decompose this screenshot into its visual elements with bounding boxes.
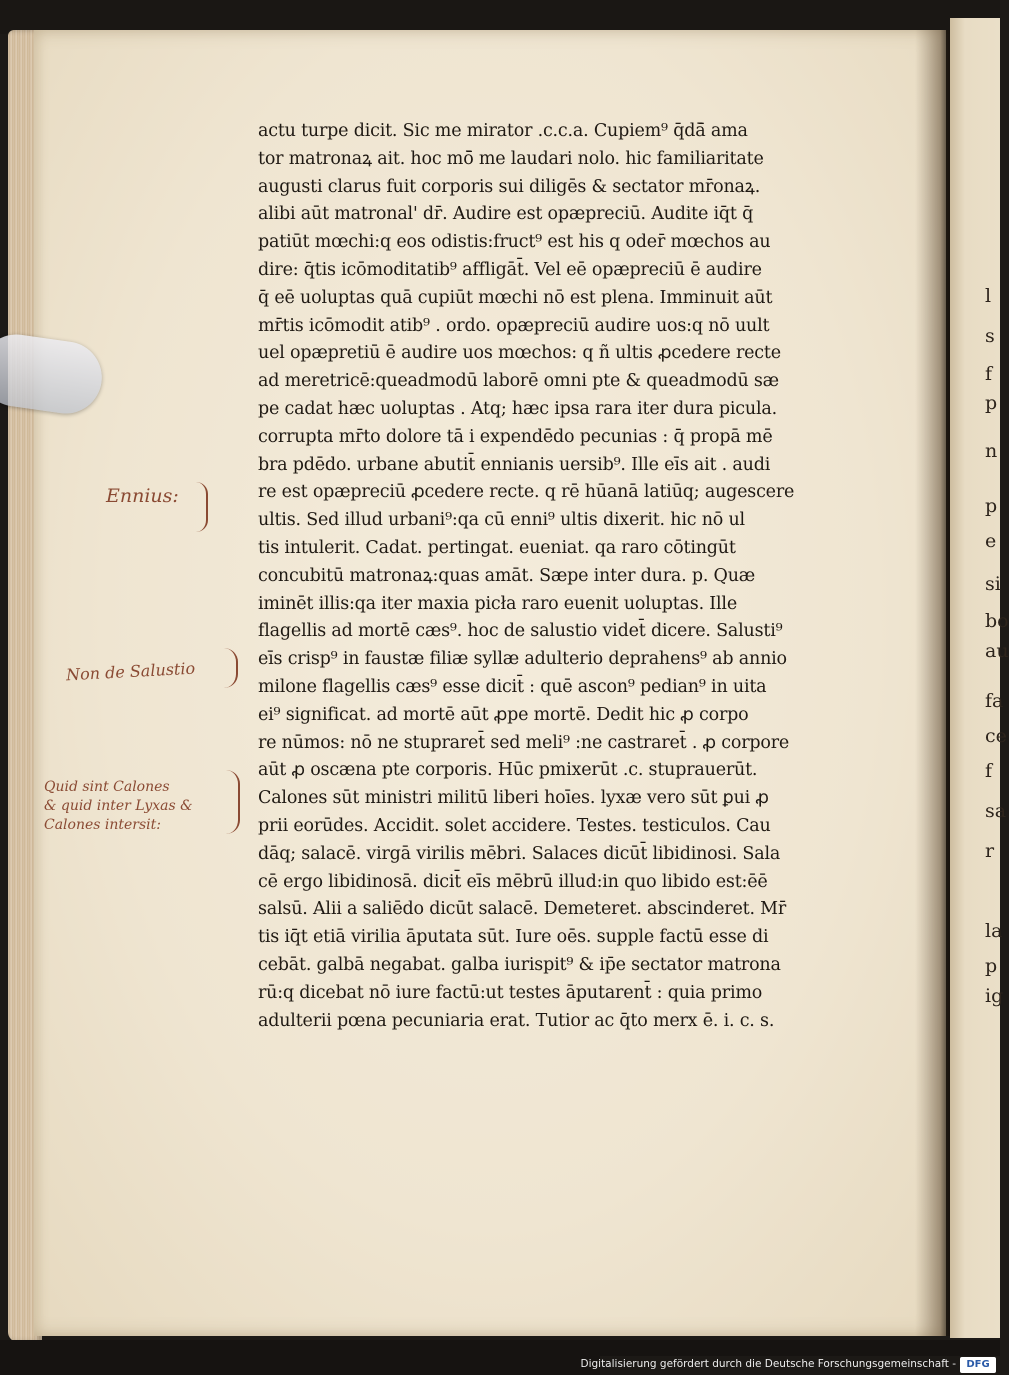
text-line: rū:q dicebat nō iure factū:ut testes āputarent̄ : quia primo xyxy=(258,982,763,1003)
text-line: uel opæpretiū ē audire uos mœchos: q ñ ultis ꝓcedere recte xyxy=(258,343,781,364)
binding-gutter xyxy=(915,30,951,1336)
facing-page-letter: p xyxy=(985,955,998,977)
text-line: cebāt. galbā negabat. galba iurispit⁹ & ip̄e sectator matrona xyxy=(258,954,781,975)
text-line: dire: q̄tis icōmoditatib⁹ affligāt̄. Vel eē opæpreciū ē audire xyxy=(258,259,762,280)
facing-page-letter: bo xyxy=(985,610,1009,632)
text-line: alibi aūt matronal' dr̄. Audire est opæpreciū. Audite iq̄t q̄ xyxy=(258,204,754,225)
footer-credit-bar xyxy=(580,1356,1000,1375)
text-line: dāq; salacē. virgā virilis mēbri. Salaces dicūt̄ libidinosi. Sala xyxy=(258,843,781,864)
text-line: salsū. Alii a saliēdo dicūt salacē. Demeteret. abscinderet. Mr̄ xyxy=(258,899,787,920)
text-line: adulterii pœna pecuniaria erat. Tutior ac q̄to merx ē. i. c. s. xyxy=(258,1010,775,1031)
text-line: flagellis ad mortē cæs⁹. hoc de salustio videt̄ dicere. Salusti⁹ xyxy=(258,621,783,642)
text-line: pe cadat hæc uoluptas . Atq; hæc ipsa rara iter dura picula. xyxy=(258,398,777,419)
facing-page-letter: s xyxy=(985,325,995,347)
text-line: cē ergo libidinosā. dicit̄ eīs mēbrū illud:in quo libido est:ēē xyxy=(258,871,768,892)
facing-page-letter: f xyxy=(985,363,993,385)
marginal-note-calones xyxy=(44,778,193,835)
text-line: concubitū matronaꝝ:quas amāt. Sæpe inter dura. p. Quæ xyxy=(258,565,756,586)
text-line: re nūmos: nō ne stupraret̄ sed meli⁹ :ne castraret̄ . ꝓ corpore xyxy=(258,732,790,753)
dfg-logo: DFG xyxy=(960,1357,996,1373)
text-line: ad meretricē:queadmodū laborē omni pte & queadmodū sæ xyxy=(258,371,779,392)
marginal-note-line: Calones intersit: xyxy=(44,817,162,833)
facing-page-letter: si xyxy=(985,573,1001,595)
printed-text-block xyxy=(258,118,838,1035)
facing-page-letter: au xyxy=(985,640,1009,662)
text-line: ultis. Sed illud urbani⁹:qa cū enni⁹ ultis dixerit. hic nō ul xyxy=(258,510,745,531)
text-line: tis iq̄t etiā virilia āputata sūt. Iure oēs. supple factū esse di xyxy=(258,927,769,948)
footer-credit-text: Digitalisierung gefördert durch die Deutsche Forschungsgemeinschaft - xyxy=(580,1358,956,1370)
scan-background-top xyxy=(0,0,1000,34)
facing-page-letter: ce xyxy=(985,725,1007,747)
text-line: iminēt illis:qa iter maxia picła raro euenit uoluptas. Ille xyxy=(258,593,737,614)
facing-page-letter: n xyxy=(985,440,998,462)
marginal-note-ennius: Ennius: xyxy=(106,485,179,507)
facing-page-edge xyxy=(950,18,1003,1338)
facing-page-letter: p xyxy=(985,392,998,414)
facing-page-letter: r xyxy=(985,840,995,862)
facing-page-letter: f xyxy=(985,760,993,782)
text-line: q̄ eē uoluptas quā cupiūt mœchi nō est plena. Imminuit aūt xyxy=(258,287,773,308)
text-line: milone flagellis cæs⁹ esse dicit̄ : quē ascon⁹ pedian⁹ in uita xyxy=(258,676,767,697)
note-bracket xyxy=(226,770,240,834)
facing-page-letter: ig xyxy=(985,985,1004,1007)
facing-page-letter: p xyxy=(985,495,998,517)
facing-page-letter: sa xyxy=(985,800,1007,822)
text-line: eīs crisp⁹ in faustæ filiæ syllæ adulterio deprahens⁹ ab annio xyxy=(258,649,787,670)
text-line: aūt ꝓ oscæna pte corporis. Hūc pmixerūt .c. stuprauerūt. xyxy=(258,760,758,781)
text-line: tor matronaꝝ ait. hoc mō̄ me laudari nolo. hic familiaritate xyxy=(258,148,764,169)
text-line: tis intulerit. Cadat. pertingat. eueniat. qa raro cōtingūt xyxy=(258,537,736,558)
text-line: Calones sūt ministri militū liberi hoīes. lyxæ vero sūt ꝑui ꝓ xyxy=(258,788,769,809)
text-line: re est opæpreciū ꝓcedere recte. q rē hūanā latiūq; augescere xyxy=(258,482,795,503)
text-line: augusti clarus fuit corporis sui diligēs & sectator mr̄onaꝝ. xyxy=(258,176,761,197)
facing-page-letter: la xyxy=(985,920,1003,942)
marginal-note-salustio: Non de Salustio xyxy=(65,658,196,685)
text-line: corrupta mr̄to dolore tā i expendēdo pecunias : q̄ propā mē xyxy=(258,426,773,447)
text-line: ei⁹ significat. ad mortē aūt ꝓpe mortē. Dedit hic ꝓ corpo xyxy=(258,704,749,725)
marginal-note-line: Quid sint Calones xyxy=(44,779,170,795)
facing-page-letter: e xyxy=(985,530,997,552)
marginal-note-line: & quid inter Lyxas & xyxy=(44,798,193,814)
text-line: mr̄tis icōmodit atib⁹ . ordo. opæpreciū audire uos:q nō uult xyxy=(258,315,770,336)
facing-page-letter: l xyxy=(985,285,992,307)
text-line: patiūt mœchi:q eos odistis:fruct⁹ est his q oder̄ mœchos au xyxy=(258,232,771,253)
text-line: prii eorūdes. Accidit. solet accidere. Testes. testiculos. Cau xyxy=(258,815,771,836)
note-bracket xyxy=(196,482,208,532)
text-line: actu turpe dicit. Sic me mirator .c.c.a. Cupiem⁹ q̄dā̄ ama xyxy=(258,121,748,141)
text-line: bra pdēdo. urbane abutit̄ ennianis uersib⁹. Ille eīs ait . audi xyxy=(258,454,771,475)
facing-page-letter: fa xyxy=(985,690,1004,712)
